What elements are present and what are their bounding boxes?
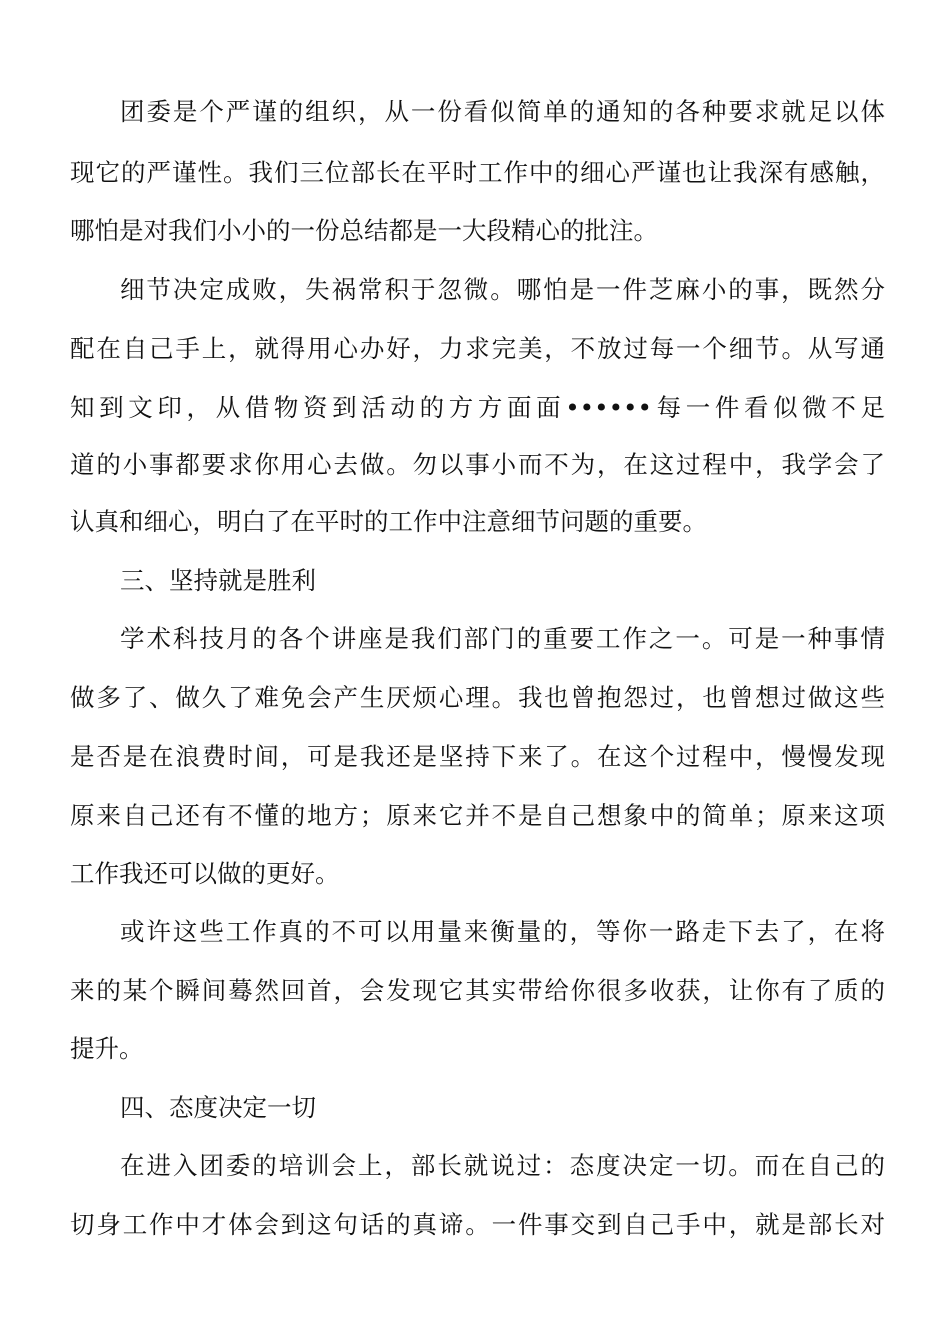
text-line-8: 认真和细心，明白了在平时的工作中注意细节问题的重要。: [70, 507, 707, 536]
text-line-11: 做多了、做久了难免会产生厌烦心理。我也曾抱怨过，也曾想过做这些: [70, 683, 885, 712]
section-heading-4: 四、态度决定一切: [120, 1093, 316, 1122]
text-line-5: 配在自己手上，就得用心办好，力求完美，不放过每一个细节。从写通: [70, 334, 885, 363]
text-line-17: 提升。: [70, 1034, 144, 1063]
text-line-2: 现它的严谨性。我们三位部长在平时工作中的细心严谨也让我深有感触，: [70, 158, 885, 187]
text-line-1: 团委是个严谨的组织，从一份看似简单的通知的各种要求就足以体: [120, 97, 885, 126]
text-line-7: 道的小事都要求你用心去做。勿以事小而不为，在这过程中，我学会了: [70, 450, 885, 479]
text-line-4: 细节决定成败，失祸常积于忽微。哪怕是一件芝麻小的事，既然分: [120, 275, 885, 304]
text-line-10: 学术科技月的各个讲座是我们部门的重要工作之一。可是一种事情: [120, 624, 885, 653]
text-line-12: 是否是在浪费时间，可是我还是坚持下来了。在这个过程中，慢慢发现: [70, 742, 885, 771]
text-line-15: 或许这些工作真的不可以用量来衡量的，等你一路走下去了，在将: [120, 917, 885, 946]
text-line-20: 切身工作中才体会到这句话的真谛。一件事交到自己手中，就是部长对: [70, 1210, 885, 1239]
text-line-16: 来的某个瞬间蓦然回首，会发现它其实带给你很多收获，让你有了质的: [70, 976, 885, 1005]
text-line-6: 知到文印，从借物资到活动的方方面面••••••每一件看似微不足: [70, 393, 885, 422]
text-line-3: 哪怕是对我们小小的一份总结都是一大段精心的批注。: [70, 216, 658, 245]
section-heading-3: 三、坚持就是胜利: [120, 566, 316, 595]
text-line-14: 工作我还可以做的更好。: [70, 859, 340, 888]
text-line-19: 在进入团委的培训会上，部长就说过：态度决定一切。而在自己的: [120, 1151, 885, 1180]
text-line-13: 原来自己还有不懂的地方；原来它并不是自己想象中的简单；原来这项: [70, 801, 885, 830]
